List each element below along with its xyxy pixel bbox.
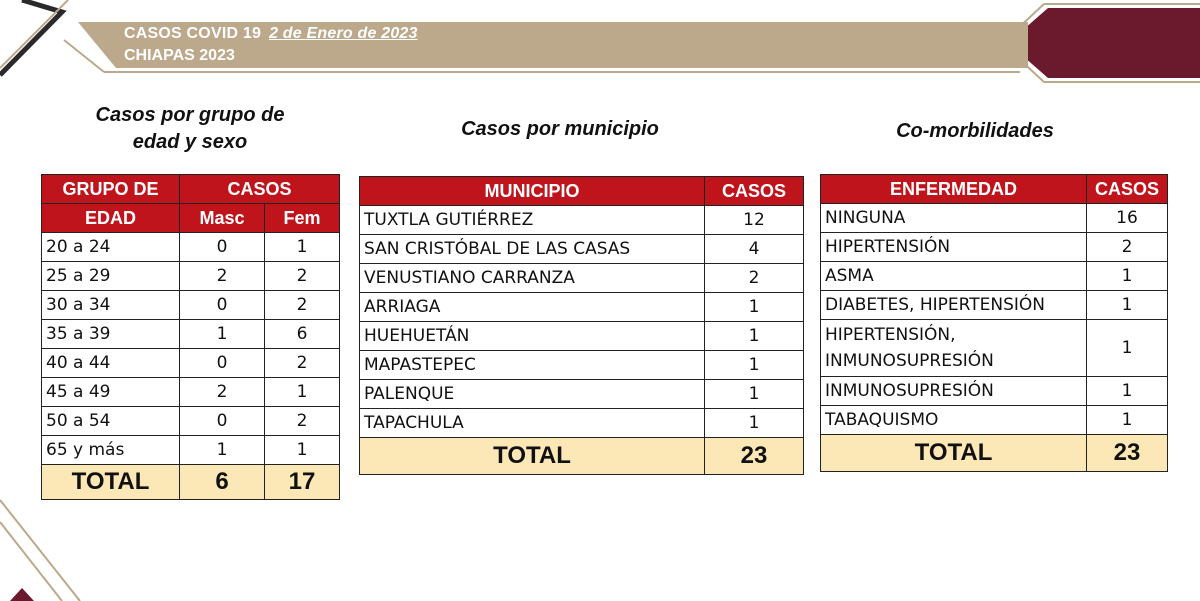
cases-header: CASOS xyxy=(180,175,340,204)
disease-name-cell: TABAQUISMO xyxy=(821,406,1087,435)
total-row xyxy=(42,465,340,500)
table-row xyxy=(42,378,340,407)
male-count-cell: 1 xyxy=(180,320,265,349)
table-row xyxy=(821,406,1168,435)
disease-header: ENFERMEDAD xyxy=(821,175,1087,204)
age-section-title-line2: edad y sexo xyxy=(132,131,248,153)
female-count-cell: 1 xyxy=(265,378,340,407)
disease-cases-cell: 16 xyxy=(1087,204,1168,233)
table-row xyxy=(360,264,804,293)
age-section-title xyxy=(40,102,340,156)
comorbidity-section-title: Co-morbilidades xyxy=(896,120,1054,142)
table-row xyxy=(821,233,1168,262)
municipality-name-cell: SAN CRISTÓBAL DE LAS CASAS xyxy=(360,235,705,264)
disease-cases-cell: 1 xyxy=(1087,406,1168,435)
municipality-cases-cell: 1 xyxy=(705,380,804,409)
age-group-cell: 20 a 24 xyxy=(42,233,180,262)
table-row xyxy=(42,291,340,320)
table-row xyxy=(42,407,340,436)
municipality-name-cell: TAPACHULA xyxy=(360,409,705,438)
age-group-cell: 65 y más xyxy=(42,436,180,465)
municipality-cases-cell: 1 xyxy=(705,351,804,380)
male-count-cell: 0 xyxy=(180,233,265,262)
disease-name-cell: DIABETES, HIPERTENSIÓN xyxy=(821,291,1087,320)
male-count-cell: 2 xyxy=(180,262,265,291)
disease-cases-cell: 2 xyxy=(1087,233,1168,262)
female-count-cell: 1 xyxy=(265,436,340,465)
total-row xyxy=(821,435,1168,472)
municipality-cases-cell: 1 xyxy=(705,293,804,322)
corner-bottom-maroon xyxy=(10,588,34,601)
table-row xyxy=(360,235,804,264)
corner-line-gold xyxy=(0,0,68,68)
table-row xyxy=(821,262,1168,291)
total-female: 17 xyxy=(265,465,340,500)
municipality-cases-cell: 4 xyxy=(705,235,804,264)
disease-cases-cell: 1 xyxy=(1087,377,1168,406)
table-row xyxy=(821,291,1168,320)
municipality-header: MUNICIPIO xyxy=(360,177,705,206)
disease-name-cell: INMUNOSUPRESIÓN xyxy=(821,377,1087,406)
municipality-name-cell: HUEHUETÁN xyxy=(360,322,705,351)
total-row xyxy=(360,438,804,475)
comorbidity-table xyxy=(820,174,1168,472)
female-count-cell: 2 xyxy=(265,262,340,291)
total-cases: 23 xyxy=(1087,435,1168,472)
male-count-cell: 0 xyxy=(180,291,265,320)
municipality-name-cell: VENUSTIANO CARRANZA xyxy=(360,264,705,293)
age-sex-table xyxy=(41,174,340,500)
table-row xyxy=(821,320,1168,377)
table-row xyxy=(821,204,1168,233)
total-label: TOTAL xyxy=(821,435,1087,472)
age-group-cell: 35 a 39 xyxy=(42,320,180,349)
table-row xyxy=(360,351,804,380)
table-row xyxy=(360,206,804,235)
table-row xyxy=(360,322,804,351)
comorbidity-cases-header: CASOS xyxy=(1087,175,1168,204)
table-row xyxy=(42,436,340,465)
header-subtitle: CHIAPAS 2023 xyxy=(124,47,235,64)
municipality-table xyxy=(359,176,804,475)
age-group-cell: 40 a 44 xyxy=(42,349,180,378)
header-title-text: CASOS COVID 19 xyxy=(124,25,262,42)
header-date: 2 de Enero de 2023 xyxy=(269,25,418,42)
municipality-name-cell: MAPASTEPEC xyxy=(360,351,705,380)
corner-bottom-gold xyxy=(0,500,80,601)
disease-name-line1: HIPERTENSIÓN, xyxy=(825,325,956,345)
municipality-name-cell: PALENQUE xyxy=(360,380,705,409)
municipality-section-title: Casos por municipio xyxy=(461,118,659,140)
male-count-cell: 2 xyxy=(180,378,265,407)
table-row xyxy=(42,349,340,378)
disease-name-line2: INMUNOSUPRESIÓN xyxy=(825,351,994,371)
municipality-cases-cell: 1 xyxy=(705,409,804,438)
total-label: TOTAL xyxy=(42,465,180,500)
male-count-cell: 0 xyxy=(180,407,265,436)
disease-name-cell: ASMA xyxy=(821,262,1087,291)
female-count-cell: 1 xyxy=(265,233,340,262)
table-row xyxy=(360,293,804,322)
total-cases: 23 xyxy=(705,438,804,475)
table-row xyxy=(360,380,804,409)
disease-name-cell: HIPERTENSIÓN xyxy=(821,233,1087,262)
female-count-cell: 2 xyxy=(265,291,340,320)
corner-bottom-gold-2 xyxy=(0,522,62,601)
table-row xyxy=(821,377,1168,406)
group-header-line2: EDAD xyxy=(42,204,180,233)
municipality-cases-cell: 1 xyxy=(705,322,804,351)
total-male: 6 xyxy=(180,465,265,500)
age-group-cell: 30 a 34 xyxy=(42,291,180,320)
group-header-line1: GRUPO DE xyxy=(42,175,180,204)
municipality-cases-cell: 2 xyxy=(705,264,804,293)
disease-cases-cell: 1 xyxy=(1087,291,1168,320)
disease-cases-cell: 1 xyxy=(1087,320,1168,377)
female-count-cell: 2 xyxy=(265,407,340,436)
age-section-title-line1: Casos por grupo de xyxy=(95,104,285,126)
table-row xyxy=(42,262,340,291)
disease-name-cell: NINGUNA xyxy=(821,204,1087,233)
female-count-cell: 6 xyxy=(265,320,340,349)
male-count-cell: 1 xyxy=(180,436,265,465)
female-count-cell: 2 xyxy=(265,349,340,378)
municipality-name-cell: ARRIAGA xyxy=(360,293,705,322)
disease-cases-cell: 1 xyxy=(1087,262,1168,291)
table-row xyxy=(42,233,340,262)
disease-name-cell xyxy=(821,320,1087,377)
total-label: TOTAL xyxy=(360,438,705,475)
male-count-cell: 0 xyxy=(180,349,265,378)
male-header: Masc xyxy=(180,204,265,233)
female-header: Fem xyxy=(265,204,340,233)
header-title xyxy=(124,23,418,45)
age-group-cell: 50 a 54 xyxy=(42,407,180,436)
table-row xyxy=(42,320,340,349)
table-row xyxy=(360,409,804,438)
municipality-cases-header: CASOS xyxy=(705,177,804,206)
age-group-cell: 45 a 49 xyxy=(42,378,180,407)
maroon-banner xyxy=(1008,8,1200,78)
municipality-name-cell: TUXTLA GUTIÉRREZ xyxy=(360,206,705,235)
age-group-cell: 25 a 29 xyxy=(42,262,180,291)
municipality-cases-cell: 12 xyxy=(705,206,804,235)
